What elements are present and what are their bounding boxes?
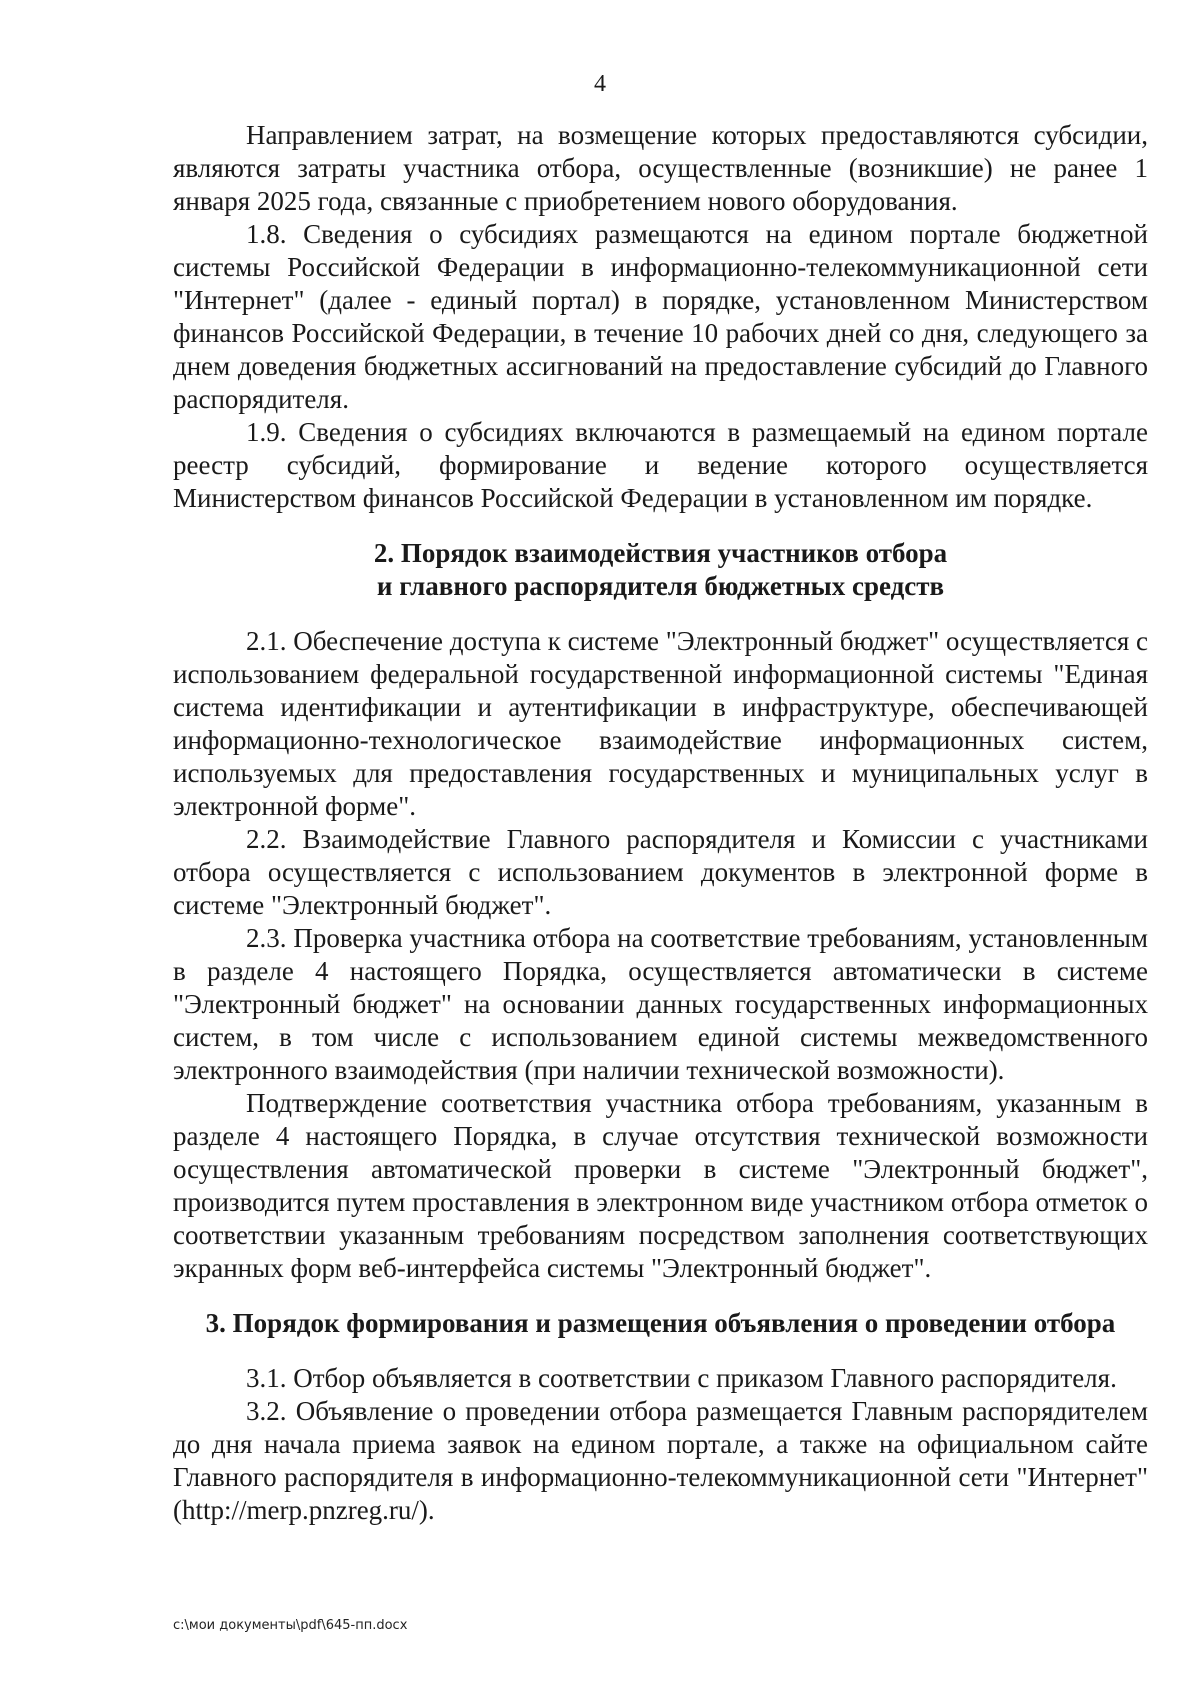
paragraph-2-3-confirmation: Подтверждение соответствия участника отбора требованиям, указанным в разделе 4 настоящего Порядка, в случае отсутствия технической возможности осуществления автоматической проверки в системе "Электронный бюджет", производится путем проставления в электронном виде участником отбора отметок о соответствии указанным требованиям посредством заполнения соответствующих экранных форм веб-интерфейса системы "Электронный бюджет". xyxy=(173,1088,1148,1283)
document-body xyxy=(173,119,1148,1527)
paragraph-2-1: 2.1. Обеспечение доступа к системе "Электронный бюджет" осуществляется с использованием федеральной государственной информационной системы "Единая система идентификации и аутентификации в инфраструктуре, обеспечивающей информационно-технологическое взаимодействие информационных систем, используемых для предоставления государственных и муниципальных услуг в электронной форме". xyxy=(173,626,1148,821)
page-number: 4 xyxy=(594,71,606,97)
section-2-heading-line-1: 2. Порядок взаимодействия участников отбора xyxy=(373,538,948,568)
paragraph-1-9: 1.9. Сведения о субсидиях включаются в размещаемый на едином портале реестр субсидий, формирование и ведение которого осуществляется Министерством финансов Российской Федерации в установленном им порядке. xyxy=(173,417,1148,513)
paragraph-cost-direction: Направлением затрат, на возмещение которых предоставляются субсидии, являются затраты участника отбора, осуществленные (возникшие) не ранее 1 января 2025 года, связанные с приобретением нового оборудования. xyxy=(173,120,1148,216)
footer-file-path: c:\мои документы\pdf\645-пп.docx xyxy=(173,1618,408,1633)
paragraph-1-8: 1.8. Сведения о субсидиях размещаются на едином портале бюджетной системы Российской Федерации в информационно-телекоммуникационной сети "Интернет" (далее - единый портал) в порядке, установленном Министерством финансов Российской Федерации, в течение 10 рабочих дней со дня, следующего за днем доведения бюджетных ассигнований на предоставление субсидий до Главного распорядителя. xyxy=(173,219,1148,414)
section-2-heading xyxy=(173,537,1148,603)
section-3-heading: 3. Порядок формирования и размещения объявления о проведении отбора xyxy=(205,1308,1116,1338)
section-2-heading-line-2: и главного распорядителя бюджетных средств xyxy=(376,571,945,601)
paragraph-3-1: 3.1. Отбор объявляется в соответствии с приказом Главного распорядителя. xyxy=(246,1363,1117,1393)
paragraph-2-3: 2.3. Проверка участника отбора на соответствие требованиям, установленным в разделе 4 настоящего Порядка, осуществляется автоматически в системе "Электронный бюджет" на основании данных государственных информационных систем, в том числе с использованием единой системы межведомственного электронного взаимодействия (при наличии технической возможности). xyxy=(173,923,1148,1085)
paragraph-3-2: 3.2. Объявление о проведении отбора размещается Главным распорядителем до дня начала приема заявок на едином портале, а также на официальном сайте Главного распорядителя в информационно-телекоммуникационной сети "Интернет" (http://merp.pnzreg.ru/). xyxy=(173,1396,1148,1525)
paragraph-2-2: 2.2. Взаимодействие Главного распорядителя и Комиссии с участниками отбора осуществляется с использованием документов в электронной форме в системе "Электронный бюджет". xyxy=(173,824,1148,920)
